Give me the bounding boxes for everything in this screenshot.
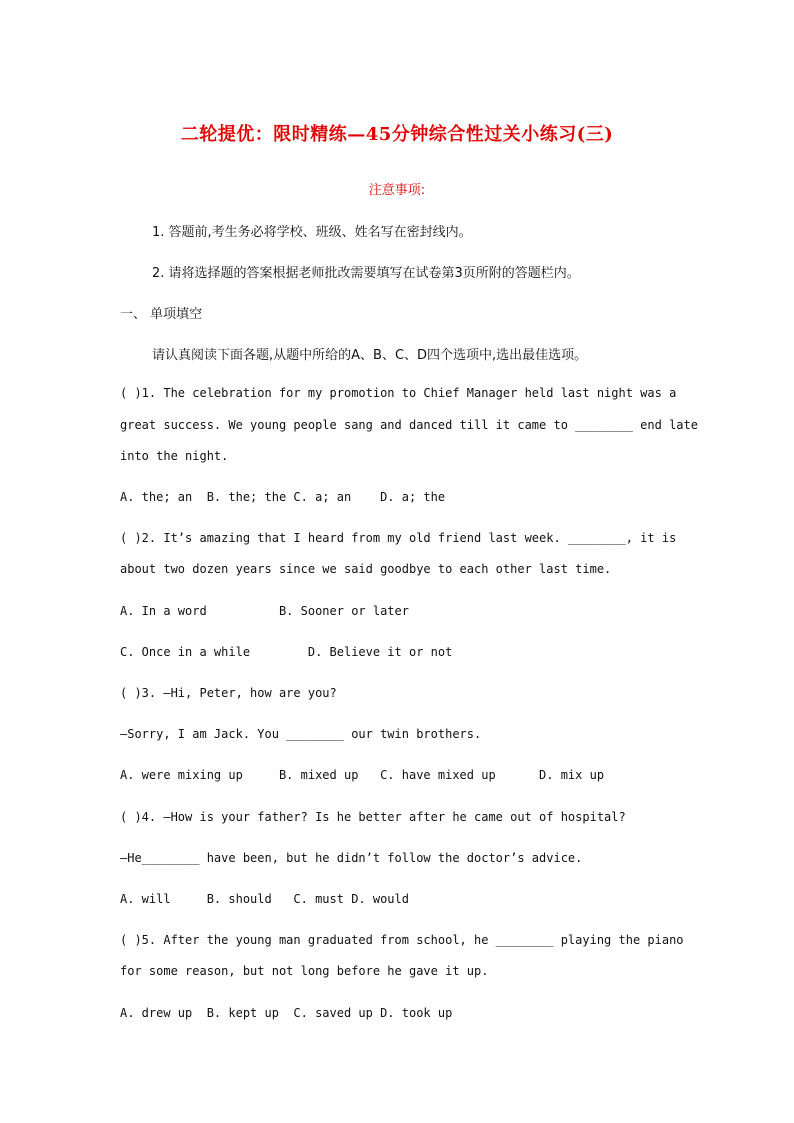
notice-item-1: 1. 答题前,考生务必将学校、班级、姓名写在密封线内。 [152, 225, 472, 240]
page-title: 二轮提优：限时精练—45分钟综合性过关小练习(三) [180, 124, 614, 145]
question-5-options: A. drew up B. kept up C. saved up D. took up [120, 1006, 453, 1020]
question-1-line-3: into the night. [120, 449, 229, 463]
question-3-line-1: ( )3. —Hi, Peter, how are you? [120, 686, 337, 700]
question-5-line-2: for some reason, but not long before he gave it up. [120, 964, 489, 978]
question-5-line-1: ( )5. After the young man graduated from school, he ________ playing the piano [120, 933, 684, 947]
question-1-line-2: great success. We young people sang and danced till it came to ________ end late [120, 418, 698, 432]
question-3-options: A. were mixing up B. mixed up C. have mixed up D. mix up [120, 768, 605, 782]
section-heading: 一、 单项填空 [120, 307, 203, 322]
question-4-options: A. will B. should C. must D. would [120, 892, 409, 906]
question-2-line-2: about two dozen years since we said goodbye to each other last time. [120, 562, 612, 576]
notice-item-2: 2. 请将选择题的答案根据老师批改需要填写在试卷第3页所附的答题栏内。 [152, 266, 580, 281]
question-2-options-2: C. Once in a while D. Believe it or not [120, 645, 453, 659]
question-2-line-1: ( )2. It’s amazing that I heard from my old friend last week. ________, it is [120, 531, 677, 545]
notice-heading: 注意事项: [368, 183, 426, 198]
question-2-options-1: A. In a word B. Sooner or later [120, 604, 409, 618]
question-4-line-2: —He________ have been, but he didn’t follow the doctor’s advice. [120, 851, 583, 865]
section-instruction: 请认真阅读下面各题,从题中所给的A、B、C、D四个选项中,选出最佳选项。 [152, 348, 588, 363]
question-1-options: A. the; an B. the; the C. a; an D. a; the [120, 490, 446, 504]
question-4-line-1: ( )4. —How is your father? Is he better after he came out of hospital? [120, 810, 626, 824]
question-1-line-1: ( )1. The celebration for my promotion to Chief Manager held last night was a [120, 386, 677, 400]
question-3-line-2: —Sorry, I am Jack. You ________ our twin brothers. [120, 727, 482, 741]
